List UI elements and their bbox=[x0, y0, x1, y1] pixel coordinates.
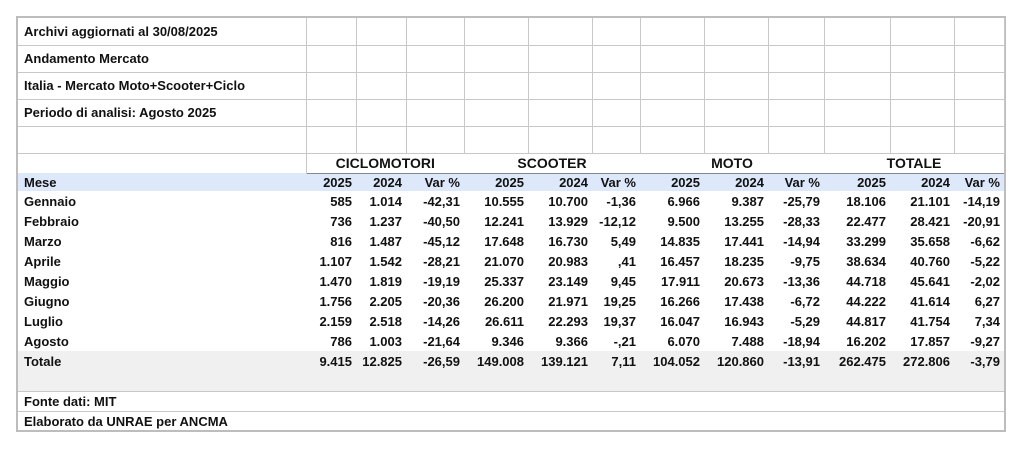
table-row bbox=[18, 291, 1004, 311]
info-text: Italia - Mercato Moto+Scooter+Ciclo bbox=[18, 72, 306, 99]
empty-cell bbox=[306, 99, 356, 126]
value-cell: -20,36 bbox=[423, 293, 460, 309]
empty-cell bbox=[640, 45, 704, 72]
value-cell: 17.857 bbox=[910, 333, 950, 349]
value-cell: 1.542 bbox=[369, 253, 402, 269]
group-header-spacer bbox=[18, 153, 306, 173]
empty-cell bbox=[464, 45, 528, 72]
empty-cell bbox=[954, 45, 1004, 72]
value-cell: 2.159 bbox=[319, 313, 352, 329]
month-cell: Giugno bbox=[24, 293, 70, 309]
value-cell: 1.107 bbox=[319, 253, 352, 269]
value-cell: 20.983 bbox=[548, 253, 588, 269]
value-cell: 14.835 bbox=[660, 233, 700, 249]
value-cell: 21.101 bbox=[910, 193, 950, 209]
empty-cell bbox=[640, 18, 704, 45]
value-cell: 45.641 bbox=[910, 273, 950, 289]
group-ciclomotori: CICLOMOTORI bbox=[306, 153, 464, 173]
value-cell: 585 bbox=[330, 193, 352, 209]
total-row bbox=[18, 351, 1004, 371]
value-cell: 26.200 bbox=[484, 293, 524, 309]
empty-cell bbox=[890, 99, 954, 126]
value-cell: 16.457 bbox=[660, 253, 700, 269]
value-cell: 2.205 bbox=[369, 293, 402, 309]
total-value-cell: -13,91 bbox=[768, 351, 824, 371]
empty-cell bbox=[954, 126, 1004, 153]
empty-cell bbox=[704, 126, 768, 153]
column-header: 2025 bbox=[464, 173, 528, 191]
value-cell: -14,26 bbox=[423, 313, 460, 329]
spreadsheet bbox=[16, 16, 1006, 432]
table-row bbox=[18, 211, 1004, 231]
value-cell: -20,91 bbox=[963, 213, 1000, 229]
info-text: Archivi aggiornati al 30/08/2025 bbox=[18, 18, 306, 45]
value-cell: 18.235 bbox=[724, 253, 764, 269]
empty-cell bbox=[406, 18, 464, 45]
month-cell: Gennaio bbox=[24, 193, 77, 209]
value-cell: 44.718 bbox=[846, 273, 886, 289]
empty-cell bbox=[768, 18, 824, 45]
value-cell: 38.634 bbox=[846, 253, 886, 269]
value-cell: 21.070 bbox=[484, 253, 524, 269]
column-header-mese: Mese bbox=[18, 173, 306, 191]
value-cell: 9.500 bbox=[667, 213, 700, 229]
column-header: 2025 bbox=[824, 173, 890, 191]
empty-cell bbox=[704, 72, 768, 99]
value-cell: -12,12 bbox=[599, 213, 636, 229]
total-label: Totale bbox=[18, 351, 306, 371]
empty-cell bbox=[768, 45, 824, 72]
value-cell: 9.346 bbox=[491, 333, 524, 349]
empty-cell bbox=[406, 99, 464, 126]
empty-cell bbox=[824, 126, 890, 153]
group-header-section bbox=[18, 153, 1004, 191]
empty-cell bbox=[406, 126, 464, 153]
empty-cell bbox=[768, 126, 824, 153]
value-cell: 22.293 bbox=[548, 313, 588, 329]
empty-cell bbox=[356, 45, 406, 72]
empty-cell bbox=[18, 126, 306, 153]
group-totale: TOTALE bbox=[824, 153, 1004, 173]
empty-cell bbox=[592, 45, 640, 72]
value-cell: 19,37 bbox=[603, 313, 636, 329]
total-value-cell: 9.415 bbox=[306, 351, 356, 371]
value-cell: -2,02 bbox=[970, 273, 1000, 289]
value-cell: 20.673 bbox=[724, 273, 764, 289]
empty-cell bbox=[768, 99, 824, 126]
value-cell: -14,94 bbox=[783, 233, 820, 249]
value-cell: 23.149 bbox=[548, 273, 588, 289]
value-cell: 17.648 bbox=[484, 233, 524, 249]
data-section bbox=[18, 191, 1004, 351]
value-cell: 41.754 bbox=[910, 313, 950, 329]
empty-cell bbox=[464, 126, 528, 153]
empty-cell bbox=[640, 72, 704, 99]
total-value-cell: 12.825 bbox=[356, 351, 406, 371]
value-cell: -40,50 bbox=[423, 213, 460, 229]
empty-cell bbox=[592, 72, 640, 99]
empty-cell bbox=[406, 45, 464, 72]
value-cell: 1.014 bbox=[369, 193, 402, 209]
value-cell: 17.438 bbox=[724, 293, 764, 309]
value-cell: 12.241 bbox=[484, 213, 524, 229]
info-text: Andamento Mercato bbox=[18, 45, 306, 72]
empty-cell bbox=[824, 45, 890, 72]
value-cell: 18.106 bbox=[846, 193, 886, 209]
empty-cell bbox=[768, 72, 824, 99]
value-cell: 41.614 bbox=[910, 293, 950, 309]
column-header: 2024 bbox=[528, 173, 592, 191]
value-cell: 16.202 bbox=[846, 333, 886, 349]
empty-cell bbox=[528, 99, 592, 126]
empty-cell bbox=[890, 45, 954, 72]
value-cell: 13.255 bbox=[724, 213, 764, 229]
month-cell: Febbraio bbox=[24, 213, 79, 229]
empty-cell bbox=[306, 18, 356, 45]
value-cell: 21.971 bbox=[548, 293, 588, 309]
value-cell: 1.487 bbox=[369, 233, 402, 249]
column-header: Var % bbox=[406, 173, 464, 191]
total-value-cell: 149.008 bbox=[464, 351, 528, 371]
column-header: Var % bbox=[592, 173, 640, 191]
empty-cell bbox=[356, 18, 406, 45]
value-cell: 7.488 bbox=[731, 333, 764, 349]
value-cell: ,41 bbox=[617, 253, 636, 269]
empty-cell bbox=[528, 18, 592, 45]
empty-cell bbox=[356, 72, 406, 99]
table-row bbox=[18, 271, 1004, 291]
value-cell: -21,64 bbox=[423, 333, 460, 349]
value-cell: 9.366 bbox=[555, 333, 588, 349]
value-cell: 1.003 bbox=[369, 333, 402, 349]
value-cell: 10.700 bbox=[548, 193, 588, 209]
value-cell: 9,45 bbox=[610, 273, 636, 289]
value-cell: 44.817 bbox=[846, 313, 886, 329]
value-cell: -5,22 bbox=[970, 253, 1000, 269]
footer-row bbox=[18, 391, 1004, 411]
spacer-row bbox=[18, 371, 1004, 391]
value-cell: -6,72 bbox=[790, 293, 820, 309]
value-cell: 26.611 bbox=[484, 313, 524, 329]
value-cell: -28,21 bbox=[423, 253, 460, 269]
empty-cell bbox=[824, 18, 890, 45]
value-cell: -9,27 bbox=[970, 333, 1000, 349]
empty-cell bbox=[890, 72, 954, 99]
value-cell: 13.929 bbox=[548, 213, 588, 229]
empty-cell bbox=[640, 126, 704, 153]
total-value-cell: 262.475 bbox=[824, 351, 890, 371]
empty-cell bbox=[954, 99, 1004, 126]
info-row bbox=[18, 99, 1004, 126]
value-cell: -,21 bbox=[613, 333, 636, 349]
empty-cell bbox=[824, 99, 890, 126]
spacer-cell bbox=[18, 371, 1004, 391]
value-cell: 17.441 bbox=[724, 233, 764, 249]
value-cell: -25,79 bbox=[783, 193, 820, 209]
value-cell: 7,34 bbox=[974, 313, 1000, 329]
blank-row bbox=[18, 126, 1004, 153]
value-cell: -9,75 bbox=[790, 253, 820, 269]
value-cell: 6.966 bbox=[667, 193, 700, 209]
value-cell: -18,94 bbox=[783, 333, 820, 349]
value-cell: 1.756 bbox=[319, 293, 352, 309]
group-moto: MOTO bbox=[640, 153, 824, 173]
column-header: 2024 bbox=[704, 173, 768, 191]
value-cell: 5,49 bbox=[610, 233, 636, 249]
column-header: 2025 bbox=[640, 173, 704, 191]
value-cell: 16.047 bbox=[660, 313, 700, 329]
empty-cell bbox=[306, 126, 356, 153]
empty-cell bbox=[306, 72, 356, 99]
total-value-cell: -26,59 bbox=[406, 351, 464, 371]
column-header: 2024 bbox=[356, 173, 406, 191]
value-cell: 816 bbox=[330, 233, 352, 249]
value-cell: -19,19 bbox=[423, 273, 460, 289]
total-value-cell: 272.806 bbox=[890, 351, 954, 371]
empty-cell bbox=[528, 72, 592, 99]
market-table bbox=[18, 18, 1005, 431]
empty-cell bbox=[954, 72, 1004, 99]
value-cell: 1.237 bbox=[369, 213, 402, 229]
table-row bbox=[18, 251, 1004, 271]
value-cell: 786 bbox=[330, 333, 352, 349]
value-cell: 16.943 bbox=[724, 313, 764, 329]
value-cell: -13,36 bbox=[783, 273, 820, 289]
total-value-cell: 139.121 bbox=[528, 351, 592, 371]
value-cell: -5,29 bbox=[790, 313, 820, 329]
empty-cell bbox=[890, 18, 954, 45]
value-cell: 9.387 bbox=[731, 193, 764, 209]
value-cell: 10.555 bbox=[484, 193, 524, 209]
empty-cell bbox=[704, 99, 768, 126]
value-cell: -1,36 bbox=[606, 193, 636, 209]
info-section bbox=[18, 18, 1004, 126]
group-scooter: SCOOTER bbox=[464, 153, 640, 173]
blank-section bbox=[18, 126, 1004, 153]
empty-cell bbox=[592, 99, 640, 126]
empty-cell bbox=[464, 18, 528, 45]
footer-section bbox=[18, 391, 1004, 431]
column-header: Var % bbox=[954, 173, 1004, 191]
empty-cell bbox=[954, 18, 1004, 45]
empty-cell bbox=[528, 45, 592, 72]
empty-cell bbox=[528, 126, 592, 153]
footer-text: Elaborato da UNRAE per ANCMA bbox=[24, 413, 228, 429]
value-cell: 2.518 bbox=[369, 313, 402, 329]
value-cell: 6,27 bbox=[974, 293, 1000, 309]
table-row bbox=[18, 331, 1004, 351]
value-cell: 1.470 bbox=[319, 273, 352, 289]
value-cell: 40.760 bbox=[910, 253, 950, 269]
month-cell: Luglio bbox=[24, 313, 63, 329]
empty-cell bbox=[592, 126, 640, 153]
month-cell: Maggio bbox=[24, 273, 70, 289]
table-row bbox=[18, 191, 1004, 211]
total-value-cell: 120.860 bbox=[704, 351, 768, 371]
footer-text: Fonte dati: MIT bbox=[18, 391, 1004, 411]
value-cell: 22.477 bbox=[846, 213, 886, 229]
empty-cell bbox=[356, 99, 406, 126]
value-cell: 19,25 bbox=[603, 293, 636, 309]
total-value-cell: -3,79 bbox=[954, 351, 1004, 371]
info-text: Periodo di analisi: Agosto 2025 bbox=[18, 99, 306, 126]
empty-cell bbox=[640, 99, 704, 126]
empty-cell bbox=[890, 126, 954, 153]
group-header-row bbox=[18, 153, 1004, 173]
month-cell: Agosto bbox=[24, 333, 69, 349]
table-row bbox=[18, 231, 1004, 251]
empty-cell bbox=[704, 45, 768, 72]
value-cell: 44.222 bbox=[846, 293, 886, 309]
value-cell: 33.299 bbox=[846, 233, 886, 249]
value-cell: -14,19 bbox=[963, 193, 1000, 209]
value-cell: 17.911 bbox=[660, 273, 700, 289]
value-cell: -45,12 bbox=[423, 233, 460, 249]
value-cell: -28,33 bbox=[783, 213, 820, 229]
value-cell: -6,62 bbox=[970, 233, 1000, 249]
empty-cell bbox=[406, 72, 464, 99]
total-value-cell: 7,11 bbox=[592, 351, 640, 371]
value-cell: 35.658 bbox=[910, 233, 950, 249]
empty-cell bbox=[592, 18, 640, 45]
empty-cell bbox=[824, 72, 890, 99]
info-row bbox=[18, 45, 1004, 72]
empty-cell bbox=[356, 126, 406, 153]
month-cell: Marzo bbox=[24, 233, 62, 249]
total-section bbox=[18, 351, 1004, 391]
column-header: 2025 bbox=[306, 173, 356, 191]
value-cell: 25.337 bbox=[484, 273, 524, 289]
info-row bbox=[18, 18, 1004, 45]
column-header: Var % bbox=[768, 173, 824, 191]
empty-cell bbox=[704, 18, 768, 45]
value-cell: 736 bbox=[330, 213, 352, 229]
empty-cell bbox=[306, 45, 356, 72]
column-header: 2024 bbox=[890, 173, 954, 191]
value-cell: 6.070 bbox=[667, 333, 700, 349]
info-row bbox=[18, 72, 1004, 99]
table-row bbox=[18, 311, 1004, 331]
value-cell: 16.730 bbox=[548, 233, 588, 249]
value-cell: 28.421 bbox=[910, 213, 950, 229]
value-cell: 1.819 bbox=[369, 273, 402, 289]
column-header-row bbox=[18, 173, 1004, 191]
month-cell: Aprile bbox=[24, 253, 61, 269]
empty-cell bbox=[464, 72, 528, 99]
value-cell: -42,31 bbox=[423, 193, 460, 209]
total-value-cell: 104.052 bbox=[640, 351, 704, 371]
footer-row bbox=[18, 411, 1004, 431]
empty-cell bbox=[464, 99, 528, 126]
value-cell: 16.266 bbox=[660, 293, 700, 309]
